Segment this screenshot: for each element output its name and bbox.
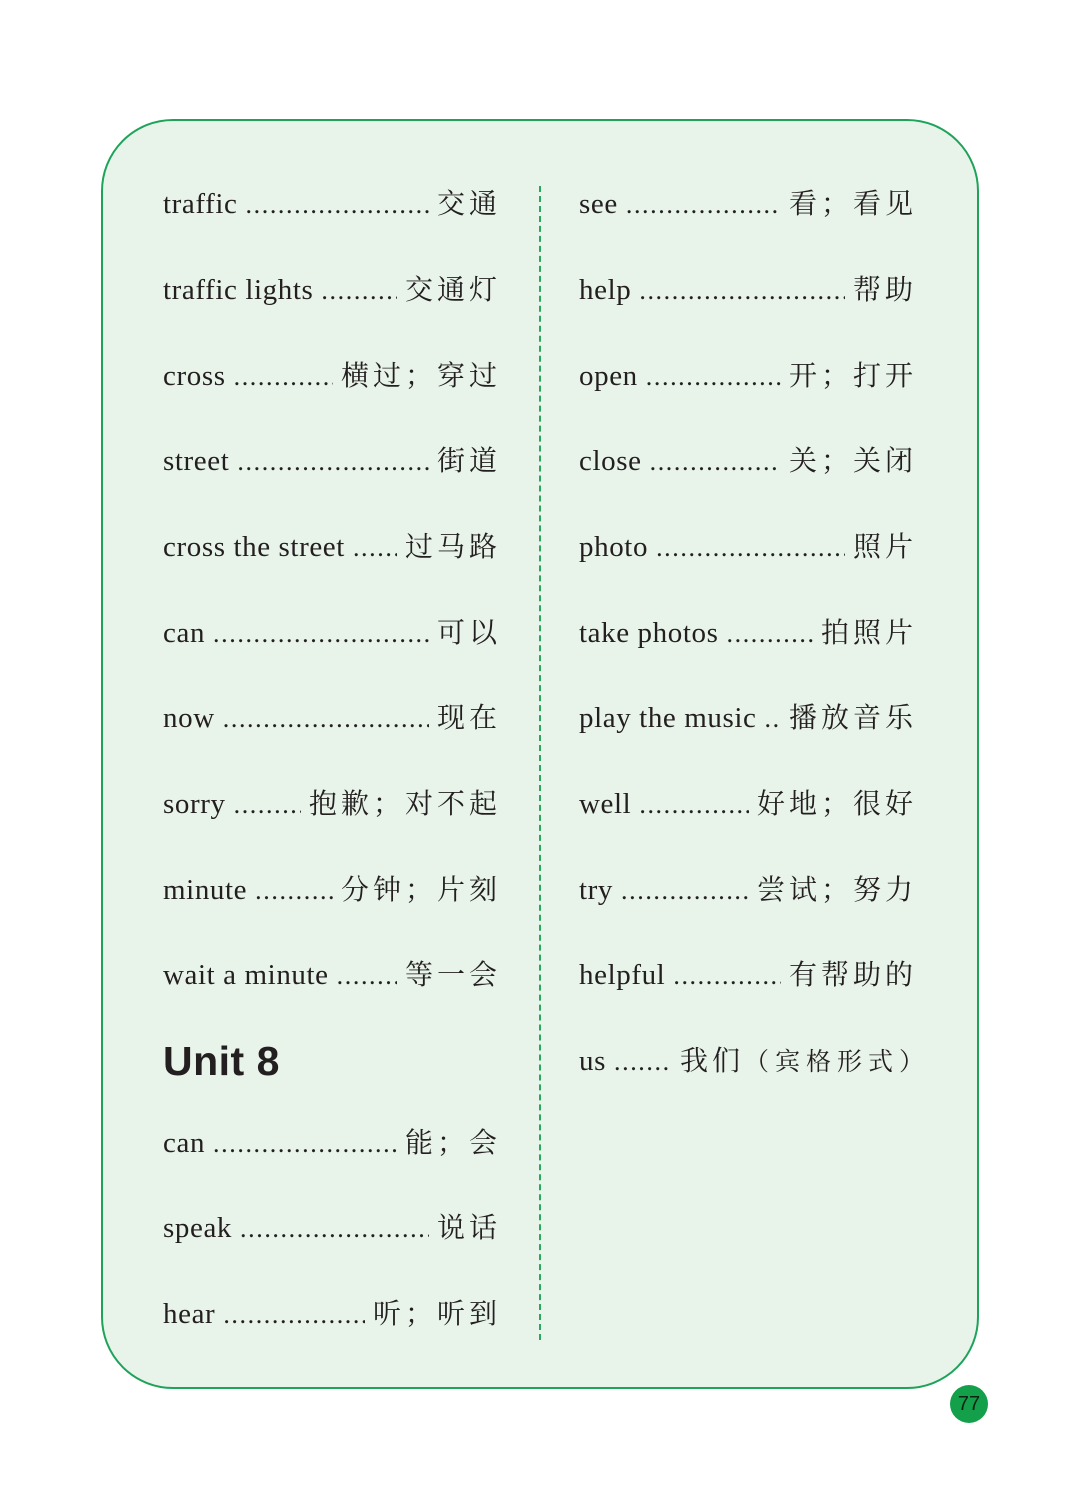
vocab-entry [579, 270, 917, 310]
entry-english: try [579, 874, 614, 906]
leader-dots [646, 357, 781, 397]
vocab-entry [163, 270, 501, 310]
entry-chinese: 照片 [852, 530, 917, 563]
vocab-entry [579, 356, 917, 396]
vocab-entry [163, 870, 501, 910]
vocab-entry [579, 784, 917, 824]
leader-dots [213, 1124, 397, 1164]
leader-dots [234, 357, 333, 397]
vocab-entry [163, 698, 501, 738]
entry-chinese: 拍照片 [820, 616, 917, 649]
entry-chinese: 分钟；片刻 [340, 873, 501, 906]
entry-english: us [579, 1045, 606, 1077]
leader-dots [727, 614, 813, 654]
vocab-entry [579, 527, 917, 567]
entry-chinese: 横过；穿过 [340, 359, 501, 392]
leader-dots [321, 271, 397, 311]
entry-chinese: 能；会 [404, 1126, 501, 1159]
entry-english: see [579, 188, 618, 220]
entry-english: street [163, 445, 230, 477]
vocab-entry [163, 955, 501, 995]
entry-english: wait a minute [163, 959, 329, 991]
entry-chinese: 现在 [436, 701, 501, 734]
entry-english: can [163, 1127, 206, 1159]
vocab-entry [579, 613, 917, 653]
vocab-entry [579, 870, 917, 910]
leader-dots [234, 785, 301, 825]
entry-english: helpful [579, 959, 666, 991]
entry-english: sorry [163, 788, 226, 820]
vocab-entry [163, 1208, 501, 1248]
leader-dots [255, 871, 333, 911]
leader-dots [223, 699, 429, 739]
entry-chinese: 过马路 [404, 530, 501, 563]
leader-dots [614, 1042, 672, 1082]
page-number-badge: 77 [950, 1385, 988, 1423]
leader-dots [639, 271, 845, 311]
leader-dots [639, 785, 749, 825]
leader-dots [650, 442, 781, 482]
vocab-entry [579, 441, 917, 481]
vocab-entry [163, 527, 501, 567]
entry-english: cross the street [163, 531, 345, 563]
leader-dots [246, 185, 429, 225]
vocab-entry [579, 1041, 931, 1081]
leader-dots [337, 956, 397, 996]
entry-chinese: 听；听到 [372, 1297, 501, 1330]
entry-english: close [579, 445, 642, 477]
vocab-entry [163, 184, 501, 224]
leader-dots [626, 185, 781, 225]
vocab-entry [579, 698, 917, 738]
entry-note: （宾格形式） [744, 1047, 931, 1076]
entry-english: can [163, 617, 206, 649]
vocab-entry [163, 356, 501, 396]
entry-english: help [579, 274, 632, 306]
entry-chinese: 播放音乐 [788, 701, 917, 734]
entry-chinese: 尝试；努力 [756, 873, 917, 906]
vocab-entry [163, 441, 501, 481]
entry-chinese: 关；关闭 [788, 444, 917, 477]
leader-dots [240, 1209, 429, 1249]
vocab-entry [163, 1123, 501, 1163]
leader-dots [353, 528, 397, 568]
column-divider [539, 186, 541, 1340]
unit-heading: Unit 8 [163, 1038, 280, 1084]
entry-english: minute [163, 874, 248, 906]
entry-chinese: 街道 [436, 444, 501, 477]
leader-dots [621, 871, 749, 911]
entry-english: speak [163, 1212, 233, 1244]
entry-english: open [579, 360, 638, 392]
entry-english: traffic lights [163, 274, 314, 306]
entry-english: play the music [579, 702, 757, 734]
entry-chinese: 开；打开 [788, 359, 917, 392]
entry-english: traffic [163, 188, 238, 220]
entry-english: well [579, 788, 632, 820]
leader-dots [237, 442, 429, 482]
vocab-entry [579, 955, 917, 995]
entry-chinese: 好地；很好 [756, 787, 917, 820]
leader-dots [656, 528, 845, 568]
entry-english: cross [163, 360, 226, 392]
entry-english: hear [163, 1298, 216, 1330]
leader-dots [765, 699, 781, 739]
entry-chinese: 交通灯 [404, 273, 501, 306]
entry-chinese: 等一会 [404, 958, 501, 991]
leader-dots [673, 956, 781, 996]
entry-english: now [163, 702, 215, 734]
entry-chinese: 可以 [436, 616, 501, 649]
vocab-entry [163, 1294, 501, 1334]
entry-chinese: 交通 [436, 187, 501, 220]
entry-chinese: 抱歉；对不起 [308, 787, 501, 820]
vocab-entry [163, 613, 501, 653]
entry-chinese: 有帮助的 [788, 958, 917, 991]
vocab-entry [163, 784, 501, 824]
entry-chinese: 我们 [680, 1044, 745, 1077]
leader-dots [213, 614, 429, 654]
entry-english: photo [579, 531, 649, 563]
vocab-entry [579, 184, 917, 224]
entry-chinese: 说话 [436, 1211, 501, 1244]
entry-chinese: 帮助 [852, 273, 917, 306]
leader-dots [223, 1295, 365, 1335]
entry-english: take photos [579, 617, 719, 649]
entry-chinese: 看；看见 [788, 187, 917, 220]
